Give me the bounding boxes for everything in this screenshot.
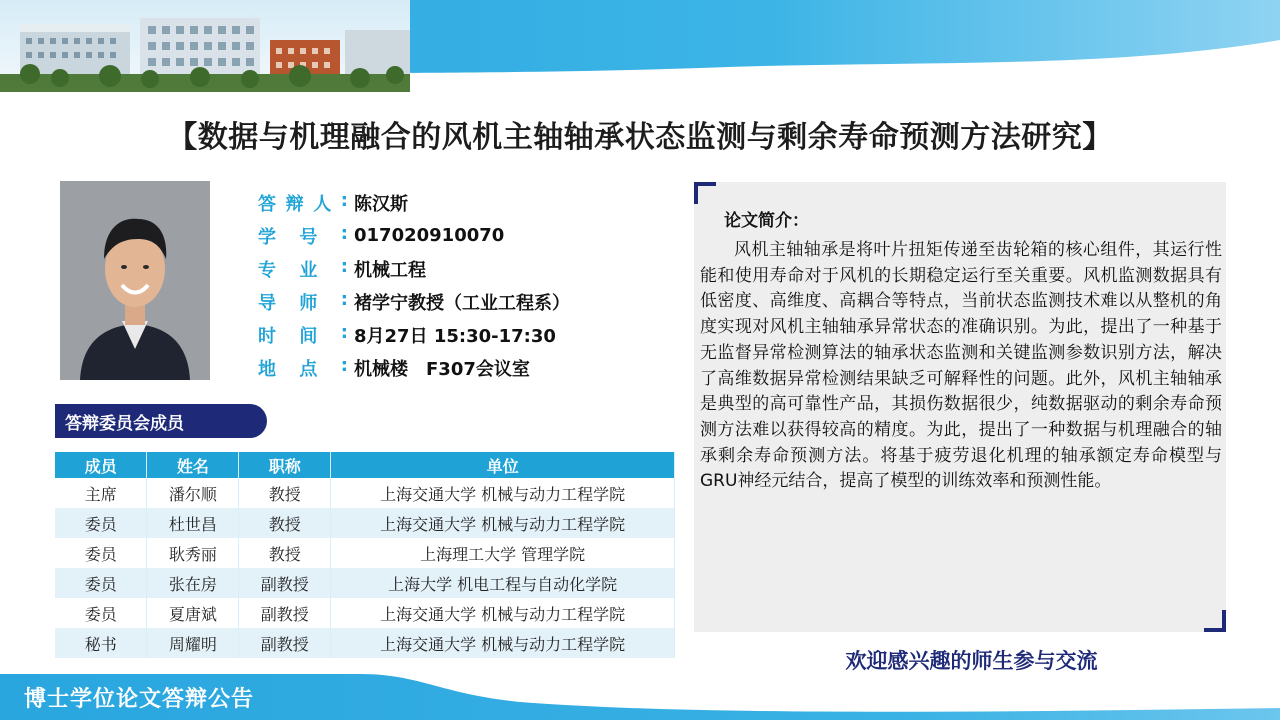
corner-bracket-top-left: [694, 182, 716, 204]
table-cell: 教授: [239, 538, 331, 568]
table-cell: 教授: [239, 508, 331, 538]
table-cell: 耿秀丽: [147, 538, 239, 568]
table-row: [55, 478, 675, 508]
table-cell: 夏唐斌: [147, 598, 239, 628]
info-value: 机械工程: [354, 259, 426, 281]
table-row: [55, 568, 675, 598]
info-label: 答 辩 人 :: [258, 189, 348, 215]
page-title: 【数据与机理融合的风机主轴轴承状态监测与剩余寿命预测方法研究】: [167, 120, 1113, 155]
committee-heading: 答辩委员会成员: [55, 404, 267, 438]
table-cell: 委员: [55, 598, 147, 628]
table-cell: 教授: [239, 478, 331, 508]
table-row: [55, 508, 675, 538]
table-cell: 上海交通大学 机械与动力工程学院: [331, 598, 675, 628]
info-label: 地 点 :: [258, 354, 348, 380]
info-row-location: [258, 351, 570, 384]
table-cell: 上海交通大学 机械与动力工程学院: [331, 478, 675, 508]
table-cell: 委员: [55, 568, 147, 598]
committee-table: [55, 452, 675, 658]
table-cell: 上海交通大学 机械与动力工程学院: [331, 508, 675, 538]
footer-title: 博士学位论文答辩公告: [24, 686, 255, 712]
info-value: 褚学宁教授（工业工程系）: [354, 292, 570, 314]
abstract-heading: 论文简介：: [724, 211, 809, 231]
info-value: 陈汉斯: [354, 193, 408, 215]
info-row-time: [258, 318, 570, 351]
table-cell: 上海大学 机电工程与自动化学院: [331, 568, 675, 598]
table-cell: 主席: [55, 478, 147, 508]
table-row: [55, 598, 675, 628]
info-label: 专 业 :: [258, 255, 348, 281]
portrait-image: [60, 181, 210, 380]
table-cell: 杜世昌: [147, 508, 239, 538]
table-cell: 副教授: [239, 568, 331, 598]
campus-image: [0, 0, 410, 92]
column-header: 姓名: [147, 452, 239, 478]
column-header: 成员: [55, 452, 147, 478]
table-cell: 周耀明: [147, 628, 239, 658]
table-cell: 副教授: [239, 628, 331, 658]
table-row: [55, 538, 675, 568]
column-header: 职称: [239, 452, 331, 478]
table-cell: 委员: [55, 508, 147, 538]
info-row-major: [258, 252, 570, 285]
info-value: 017020910070: [354, 225, 505, 246]
candidate-info: [258, 186, 570, 384]
info-value: 8月27日 15:30-17:30: [354, 325, 556, 347]
info-row-student-id: [258, 219, 570, 252]
table-header-row: [55, 452, 675, 478]
info-value: 机械楼 F307会议室: [354, 358, 530, 380]
table-cell: 委员: [55, 538, 147, 568]
table-cell: 秘书: [55, 628, 147, 658]
table-cell: 上海理工大学 管理学院: [331, 538, 675, 568]
table-cell: 潘尔顺: [147, 478, 239, 508]
info-row-defender: [258, 186, 570, 219]
table-cell: 副教授: [239, 598, 331, 628]
header-band: [0, 0, 1280, 100]
table-cell: 上海交通大学 机械与动力工程学院: [331, 628, 675, 658]
info-label: 学 号 :: [258, 222, 348, 248]
info-row-advisor: [258, 285, 570, 318]
column-header: 单位: [331, 452, 675, 478]
table-cell: 张在房: [147, 568, 239, 598]
table-row: [55, 628, 675, 658]
abstract-body: 风机主轴轴承是将叶片扭矩传递至齿轮箱的核心组件，其运行性能和使用寿命对于风机的长期稳定运行至关重要。风机监测数据具有低密度、高维度、高耦合等特点，当前状态监测技术难以从整机的角度实现对风机主轴轴承异常状态的准确识别。为此，提出了一种基于无监督异常检测算法的轴承状态监测和关键监测参数识别方法，解决了高维数据异常检测结果缺乏可解释性的问题。此外，风机主轴轴承是典型的高可靠性产品，其损伤数据很少，纯数据驱动的剩余寿命预测方法难以获得较高的精度。为此，提出了一种数据与机理融合的轴承剩余寿命预测方法。将基于疲劳退化机理的轴承额定寿命模型与GRU神经元结合，提高了模型的训练效率和预测性能。: [700, 240, 1222, 492]
welcome-message: 欢迎感兴趣的师生参与交流: [845, 649, 1098, 673]
corner-bracket-bottom-right: [1204, 610, 1226, 632]
info-label: 导 师 :: [258, 288, 348, 314]
candidate-photo: [60, 181, 210, 380]
info-label: 时 间 :: [258, 321, 348, 347]
